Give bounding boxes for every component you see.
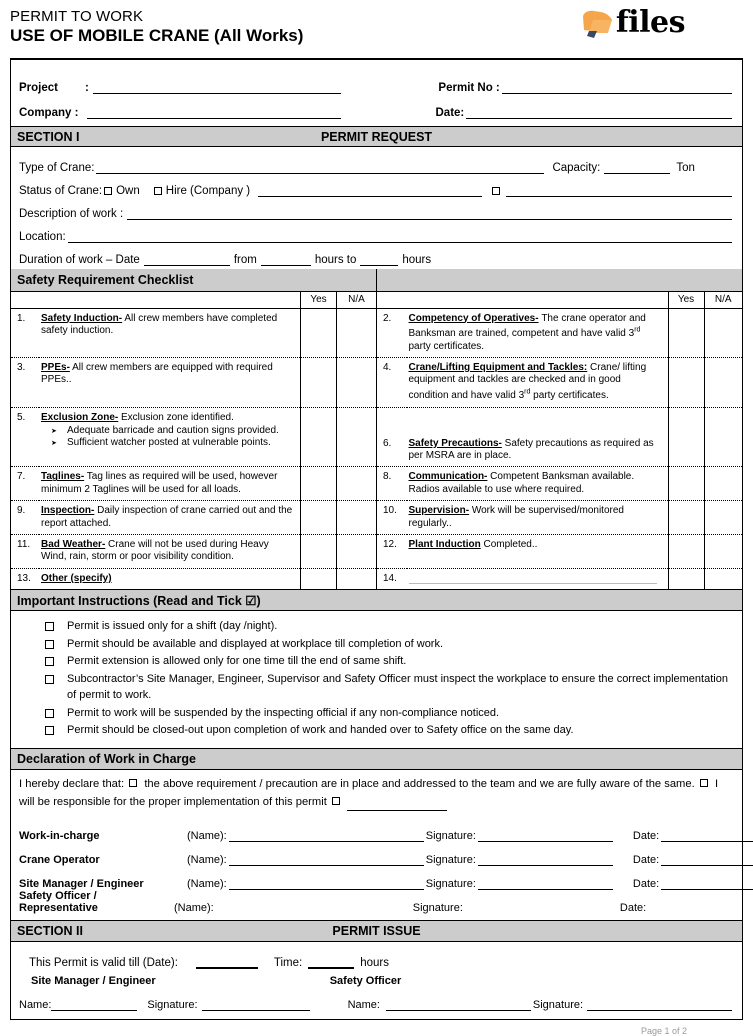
declaration-signature-row xyxy=(19,842,734,866)
permit-hours-label: hours xyxy=(360,956,389,969)
checklist-yes-box[interactable] xyxy=(300,467,336,501)
declaration-checkbox-3[interactable] xyxy=(332,797,340,805)
permit-time-input[interactable] xyxy=(308,954,354,969)
declaration-date-label: Date: xyxy=(632,829,660,842)
checklist-yes-box[interactable] xyxy=(300,358,336,408)
checklist-head-na-right: N/A xyxy=(704,291,742,308)
permit-valid-label: This Permit is valid till (Date): xyxy=(29,956,178,969)
checklist-yes-box[interactable] xyxy=(300,501,336,535)
checklist-item-text xyxy=(39,358,300,408)
declaration-date-input[interactable] xyxy=(661,852,753,866)
capacity-unit-label: Ton xyxy=(676,162,695,174)
project-label: Project xyxy=(19,82,58,94)
checklist-yes-box[interactable] xyxy=(300,407,336,467)
declaration-signature-row xyxy=(19,866,734,890)
section-2-right-signature-label: Signature: xyxy=(532,998,584,1011)
duration-date-input[interactable] xyxy=(144,252,230,266)
checklist-item-term: Competency of Operatives- xyxy=(408,312,539,324)
declaration-signature-label: Signature: xyxy=(425,853,476,866)
checklist-na-box[interactable] xyxy=(336,535,376,569)
checklist-item-term: Inspection- xyxy=(41,505,95,517)
instruction-checkbox[interactable] xyxy=(45,675,54,684)
section-2-bar xyxy=(11,921,742,942)
permit-validity-row xyxy=(19,948,734,969)
instruction-text: Subcontractor’s Site Manager, Engineer, Supervisor and Safety Officer must inspect the workplace to ensure the correct implementation of permit to work. xyxy=(67,672,728,702)
location-label: Location: xyxy=(19,231,66,243)
checklist-sub-bullet: ➤ Sufficient watcher posted at vulnerable points. xyxy=(41,437,295,449)
checklist-item-text xyxy=(407,407,669,467)
section-2-left-name-input[interactable] xyxy=(51,997,137,1011)
checklist-na-box[interactable] xyxy=(704,358,742,408)
checklist-item-text xyxy=(407,358,669,408)
instruction-checkbox[interactable] xyxy=(45,709,54,718)
checklist-yes-box[interactable] xyxy=(300,535,336,569)
section-2-title: PERMIT ISSUE xyxy=(332,923,421,938)
checklist-item-text xyxy=(407,467,669,501)
section-2-roles-row xyxy=(19,969,734,991)
declaration-signature-label: Signature: xyxy=(425,877,476,890)
date-input[interactable] xyxy=(466,105,732,119)
checklist-na-box[interactable] xyxy=(336,358,376,408)
checklist-item-text xyxy=(39,568,300,589)
description-of-work-label: Description of work : xyxy=(19,208,124,220)
checklist-yes-box[interactable] xyxy=(668,535,704,569)
checklist-yes-box[interactable] xyxy=(300,308,336,358)
permit-request-body xyxy=(11,147,742,269)
instruction-checkbox[interactable] xyxy=(45,726,54,735)
declaration-body xyxy=(11,770,742,921)
instruction-checkbox[interactable] xyxy=(45,657,54,666)
permit-no-label: Permit No : xyxy=(438,82,500,94)
checklist-item-number: 4. xyxy=(377,358,407,408)
declaration-extra-input[interactable] xyxy=(347,797,447,811)
checklist-na-box[interactable] xyxy=(704,308,742,358)
document-title: USE OF MOBILE CRANE (All Works) xyxy=(10,26,304,45)
status-own-checkbox[interactable] xyxy=(104,187,112,195)
checklist-item-term: Supervision- xyxy=(408,505,470,517)
declaration-name-input[interactable] xyxy=(216,901,411,914)
checklist-item-desc: Crane/ lifting equipment and tackles are checked and in good condition and have valid 3rd party certificates. xyxy=(408,362,647,402)
checklist-item-desc: Safety precautions as required as per MSRA are in place. xyxy=(408,437,654,461)
status-other-input[interactable] xyxy=(506,183,732,197)
declaration-signature-label: Signature: xyxy=(412,901,463,914)
duration-from-input[interactable] xyxy=(261,252,311,266)
checklist-head-yes-left: Yes xyxy=(300,291,336,308)
project-permit-row xyxy=(19,69,734,94)
declaration-checkbox-2[interactable] xyxy=(700,779,708,787)
checklist-head-left-blank xyxy=(11,291,300,308)
checklist-item-text xyxy=(39,308,300,358)
checklist-item-number: 6. xyxy=(377,407,407,467)
checklist-yes-box[interactable] xyxy=(668,308,704,358)
brand-logo xyxy=(581,5,685,40)
declaration-signature-input[interactable] xyxy=(478,828,613,842)
section-2-body xyxy=(11,942,742,1019)
declaration-date-input[interactable] xyxy=(661,876,753,890)
checklist-item-term: Crane/Lifting Equipment and Tackles: xyxy=(408,362,588,374)
checklist-item-desc: Crane will not be used during Heavy Wind, rain, storm or poor visibility condition. xyxy=(41,539,269,563)
checklist-na-box[interactable] xyxy=(704,568,742,589)
checklist-head-na-left: N/A xyxy=(336,291,376,308)
checklist-item-desc: Work will be supervised/monitored regularly.. xyxy=(408,505,624,529)
section-2-left-name-label: Name: xyxy=(19,998,52,1011)
duration-to-input[interactable] xyxy=(360,252,398,266)
checklist-sub-bullet: ➤ Adequate barricade and caution signs provided. xyxy=(41,425,295,437)
section-2-role-right: Safety Officer xyxy=(329,974,402,987)
declaration-text-part3: I will be responsible for the proper implementation of this permit xyxy=(19,777,719,808)
status-hire-checkbox[interactable] xyxy=(154,187,162,195)
checklist-row xyxy=(11,501,742,535)
section-2-right-signature-input[interactable] xyxy=(587,997,732,1011)
checklist-item-number: 1. xyxy=(11,308,39,358)
declaration-name-label: (Name): xyxy=(187,853,227,866)
checklist-title-right-blank xyxy=(377,269,743,291)
checklist-na-box[interactable] xyxy=(336,407,376,467)
checklist-item-number: 13. xyxy=(11,568,39,589)
company-label: Company : xyxy=(19,107,79,119)
declaration-name-label: (Name): xyxy=(174,901,214,914)
status-of-crane-row xyxy=(19,174,734,197)
capacity-input[interactable] xyxy=(604,160,670,174)
declaration-signature-input[interactable] xyxy=(465,901,600,914)
section-2-left-signature-input[interactable] xyxy=(202,997,310,1011)
declaration-bar xyxy=(11,749,742,770)
status-hire-company-input[interactable] xyxy=(258,183,482,197)
instruction-text: Permit extension is allowed only for one time till the end of same shift. xyxy=(67,655,407,668)
declaration-date-input[interactable] xyxy=(648,901,753,914)
location-row xyxy=(19,220,734,243)
declaration-role-label: Work-in-charge xyxy=(19,829,100,842)
checklist-yes-box[interactable] xyxy=(668,407,704,467)
declaration-name-label: (Name): xyxy=(187,829,227,842)
instruction-text: Permit is issued only for a shift (day /night). xyxy=(67,620,278,633)
checklist-head-yes-right: Yes xyxy=(668,291,704,308)
important-instructions-body xyxy=(11,611,742,749)
checklist-yes-box[interactable] xyxy=(668,501,704,535)
checklist-item-text xyxy=(407,535,669,569)
type-of-crane-input[interactable] xyxy=(96,160,544,174)
form-frame xyxy=(10,58,743,1020)
section-2-signature-row xyxy=(19,991,734,1011)
declaration-statement xyxy=(19,775,734,811)
declaration-name-input[interactable] xyxy=(229,876,424,890)
checklist-item-text xyxy=(39,467,300,501)
checklist-na-box[interactable] xyxy=(704,501,742,535)
checklist-na-box[interactable] xyxy=(336,501,376,535)
checklist-na-box[interactable] xyxy=(336,568,376,589)
instruction-checkbox[interactable] xyxy=(45,640,54,649)
declaration-role-label: Safety Officer / Representative xyxy=(19,889,98,914)
declaration-date-input[interactable] xyxy=(661,828,753,842)
checklist-item-number: 7. xyxy=(11,467,39,501)
checklist-title: Safety Requirement Checklist xyxy=(11,269,377,291)
checklist-item-desc: Competent Banksman available. Radios available to use where required. xyxy=(408,471,635,495)
permit-no-segment xyxy=(412,80,734,94)
permit-valid-date-input[interactable] xyxy=(196,954,258,969)
checklist-item-blank-line[interactable] xyxy=(409,582,657,584)
checklist-item-term: Communication- xyxy=(408,471,488,483)
checklist-row xyxy=(11,467,742,501)
checklist-item-text xyxy=(39,535,300,569)
checklist-item-term: PPEs- xyxy=(41,362,70,374)
declaration-date-label: Date: xyxy=(632,877,660,890)
checklist-item-text xyxy=(407,501,669,535)
important-instructions-bar xyxy=(11,590,742,611)
duration-hours-label: hours xyxy=(402,254,432,266)
instruction-text: Permit should be available and displayed at workplace till completion of work. xyxy=(67,637,444,650)
checklist-item-text[interactable] xyxy=(407,568,669,589)
description-of-work-row xyxy=(19,197,734,220)
checklist-item-number: 8. xyxy=(377,467,407,501)
folder-logo-icon xyxy=(581,8,615,38)
status-hire-label: Hire (Company ) xyxy=(165,185,251,197)
instruction-checkbox[interactable] xyxy=(45,622,54,631)
section-1-title: PERMIT REQUEST xyxy=(320,129,433,144)
company-input-segment xyxy=(85,105,410,119)
company-input[interactable] xyxy=(87,105,341,119)
checklist-row xyxy=(11,308,742,358)
declaration-checkbox-1[interactable] xyxy=(129,779,137,787)
section-1-bar xyxy=(11,126,742,147)
checklist-item-term: Other (specify) xyxy=(41,572,112,584)
declaration-signature-row xyxy=(19,890,734,914)
checklist-item-desc: The crane operator and Banksman are trained, competent and have valid 3rd party certificates. xyxy=(408,312,646,352)
checklist-na-box[interactable] xyxy=(704,535,742,569)
checklist-item-number: 2. xyxy=(377,308,407,358)
checklist-title-row xyxy=(11,269,742,291)
section-2-right-name-label: Name: xyxy=(347,998,380,1011)
checklist-na-box[interactable] xyxy=(336,308,376,358)
description-of-work-input[interactable] xyxy=(127,206,732,220)
project-colon: : xyxy=(85,82,89,94)
project-input[interactable] xyxy=(93,80,341,94)
checklist-row xyxy=(11,358,742,408)
checklist-header-row xyxy=(11,291,742,308)
checklist-item-number: 5. xyxy=(11,407,39,467)
instruction-item xyxy=(21,671,732,704)
instruction-item xyxy=(21,636,732,653)
instruction-item xyxy=(21,722,732,739)
capacity-label: Capacity: xyxy=(552,162,601,174)
checklist-item-desc: Tag lines as required will be used, however minimum 2 Taglines will be used for all loads. xyxy=(41,471,278,495)
checklist-sub-bullets xyxy=(41,425,295,450)
declaration-signature-input[interactable] xyxy=(478,852,613,866)
checklist-yes-box[interactable] xyxy=(668,568,704,589)
location-input[interactable] xyxy=(68,229,732,243)
declaration-signature-label: Signature: xyxy=(425,829,476,842)
brand-logo-text: files xyxy=(615,5,685,40)
checklist-item-term: Safety Induction- xyxy=(41,312,123,324)
date-label: Date: xyxy=(435,107,465,119)
checklist-item-text xyxy=(407,308,669,358)
checklist-yes-box[interactable] xyxy=(300,568,336,589)
checklist-item-desc: Exclusion zone identified. xyxy=(118,411,234,423)
checklist-row xyxy=(11,568,742,589)
checklist-row xyxy=(11,535,742,569)
permit-time-label: Time: xyxy=(273,956,303,969)
checklist-head-right-blank xyxy=(377,291,669,308)
checklist-item-term: Taglines- xyxy=(41,471,85,483)
checklist-item-term: Bad Weather- xyxy=(41,539,106,551)
section-2-right-name-input[interactable] xyxy=(386,997,531,1011)
checklist-item-number: 11. xyxy=(11,535,39,569)
declaration-title: Declaration of Work in Charge xyxy=(17,751,196,766)
duration-hours-to-label: hours to xyxy=(314,254,357,266)
declaration-name-input[interactable] xyxy=(229,852,424,866)
header-fields-block xyxy=(11,60,742,126)
checklist-item-desc: Completed.. xyxy=(480,539,538,551)
checklist-item-number: 14. xyxy=(377,568,407,589)
instruction-item xyxy=(21,705,732,722)
instruction-text: Permit to work will be suspended by the inspecting official if any non-compliance noticed. xyxy=(67,706,500,719)
duration-label: Duration of work – Date xyxy=(19,254,140,266)
document-masthead xyxy=(10,0,743,58)
checklist-item-desc: All crew members are equipped with required PPEs.. xyxy=(41,362,273,386)
checklist-item-desc: Daily inspection of crane carried out and the report attached. xyxy=(41,505,293,529)
declaration-signature-row xyxy=(19,818,734,842)
checklist-item-term: Plant Induction xyxy=(408,539,481,551)
section-1-name: SECTION I xyxy=(17,129,80,144)
checklist-na-box[interactable] xyxy=(336,467,376,501)
instruction-item xyxy=(21,618,732,635)
permit-no-input[interactable] xyxy=(502,80,732,94)
declaration-signature-input[interactable] xyxy=(478,876,613,890)
document-subtitle: PERMIT TO WORK xyxy=(10,8,144,25)
important-instructions-title: Important Instructions (Read and Tick ☑) xyxy=(17,593,261,608)
safety-requirement-checklist xyxy=(11,269,742,590)
status-of-crane-label: Status of Crane: xyxy=(19,185,103,197)
checklist-item-term: Safety Precautions- xyxy=(408,437,502,449)
status-other-checkbox[interactable] xyxy=(492,187,500,195)
page-footer-note: Page 1 of 2 xyxy=(640,1025,687,1036)
checklist-item-number: 9. xyxy=(11,501,39,535)
checklist-item-number: 12. xyxy=(377,535,407,569)
type-of-crane-row xyxy=(19,151,734,174)
checklist-item-desc: All crew members have completed safety induction. xyxy=(41,312,278,336)
declaration-date-label: Date: xyxy=(632,853,660,866)
duration-of-work-row xyxy=(19,243,734,266)
checklist-yes-box[interactable] xyxy=(668,358,704,408)
checklist-item-number: 3. xyxy=(11,358,39,408)
date-segment xyxy=(410,105,735,119)
instruction-text: Permit should be closed-out upon completion of work and handed over to Safety office on the same day. xyxy=(67,724,574,737)
declaration-date-label: Date: xyxy=(619,901,647,914)
declaration-text-part2: the above requirement / precaution are in place and addressed to the team and we are fully aware of the same. xyxy=(144,777,695,790)
checklist-na-box[interactable] xyxy=(704,407,742,467)
status-own-label: Own xyxy=(116,185,140,197)
checklist-yes-box[interactable] xyxy=(668,467,704,501)
checklist-na-box[interactable] xyxy=(704,467,742,501)
declaration-role-label: Site Manager / Engineer xyxy=(19,877,144,890)
type-of-crane-label: Type of Crane: xyxy=(19,162,95,174)
declaration-spacer xyxy=(19,811,734,818)
checklist-item-text xyxy=(39,501,300,535)
project-input-segment xyxy=(91,80,413,94)
declaration-text-part1: I hereby declare that: xyxy=(19,777,125,790)
declaration-name-label: (Name): xyxy=(187,877,227,890)
section-2-left-signature-label: Signature: xyxy=(147,998,198,1011)
section-2-role-left: Site Manager / Engineer xyxy=(31,974,156,987)
company-date-row xyxy=(19,94,734,119)
section-2-name: SECTION II xyxy=(17,923,83,938)
declaration-role-label: Crane Operator xyxy=(19,853,100,866)
checklist-item-text xyxy=(39,407,300,467)
duration-from-label: from xyxy=(233,254,257,266)
checklist-row xyxy=(11,407,742,467)
instruction-item xyxy=(21,653,732,670)
declaration-name-input[interactable] xyxy=(229,828,424,842)
checklist-item-term: Exclusion Zone- xyxy=(41,411,119,423)
checklist-item-number: 10. xyxy=(377,501,407,535)
